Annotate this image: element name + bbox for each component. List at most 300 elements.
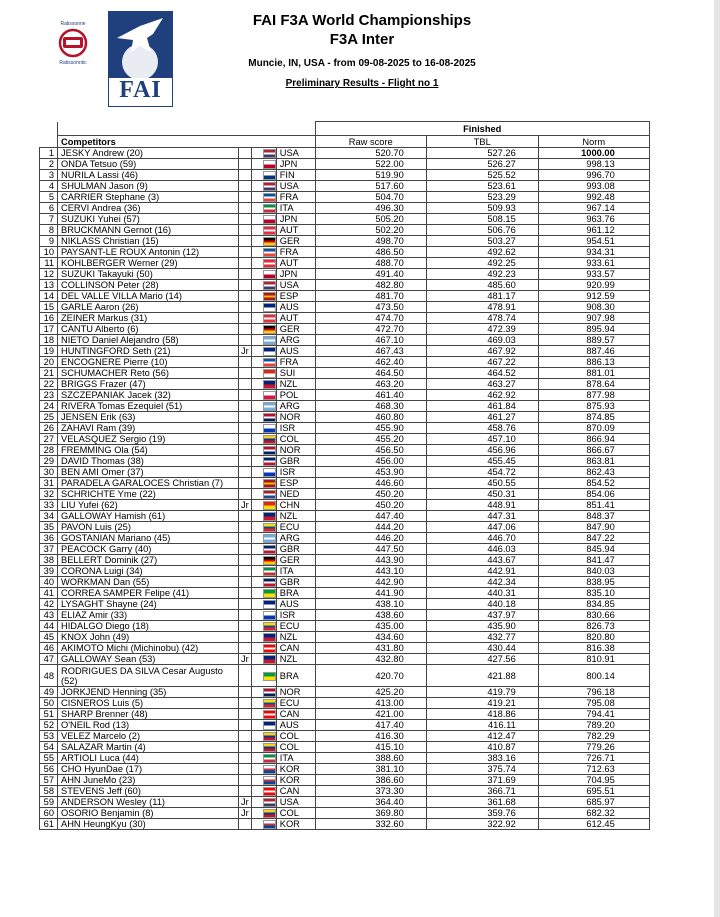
table-row bbox=[40, 533, 650, 544]
raw-score: 442.90 bbox=[315, 577, 426, 588]
table-row bbox=[40, 324, 650, 335]
junior-marker bbox=[239, 247, 252, 258]
raw-score: 504.70 bbox=[315, 192, 426, 203]
country-flag-icon bbox=[251, 764, 276, 775]
norm-score: 866.94 bbox=[538, 434, 649, 445]
table-row bbox=[40, 247, 650, 258]
tbl-score: 412.47 bbox=[426, 731, 538, 742]
junior-marker bbox=[239, 357, 252, 368]
tbl-score: 506.76 bbox=[426, 225, 538, 236]
tbl-score: 527.26 bbox=[426, 148, 538, 159]
country-flag-icon bbox=[251, 500, 276, 511]
competitor-name: NIETO Daniel Alejandro (58) bbox=[58, 335, 239, 346]
competitor-name: STEVENS Jeff (60) bbox=[58, 786, 239, 797]
junior-marker bbox=[239, 577, 252, 588]
norm-score: 840.03 bbox=[538, 566, 649, 577]
flag-icon bbox=[264, 722, 275, 729]
raw-score: 464.50 bbox=[315, 368, 426, 379]
norm-score: 851.41 bbox=[538, 500, 649, 511]
flag-icon bbox=[264, 238, 275, 245]
table-row bbox=[40, 698, 650, 709]
organizer-logo bbox=[50, 18, 96, 68]
flag-icon bbox=[264, 601, 275, 608]
junior-marker bbox=[239, 269, 252, 280]
tbl-score: 478.91 bbox=[426, 302, 538, 313]
raw-score: 438.10 bbox=[315, 599, 426, 610]
norm-score: 895.94 bbox=[538, 324, 649, 335]
raw-score: 467.43 bbox=[315, 346, 426, 357]
rank-cell: 2 bbox=[40, 159, 58, 170]
table-row bbox=[40, 390, 650, 401]
tbl-score: 508.15 bbox=[426, 214, 538, 225]
junior-marker bbox=[239, 467, 252, 478]
country-flag-icon bbox=[251, 434, 276, 445]
tbl-score: 418.86 bbox=[426, 709, 538, 720]
rank-cell: 4 bbox=[40, 181, 58, 192]
country-flag-icon bbox=[251, 632, 276, 643]
junior-marker bbox=[239, 313, 252, 324]
competitor-name: GOSTANIAN Mariano (45) bbox=[58, 533, 239, 544]
flag-icon bbox=[264, 392, 275, 399]
competitor-name: O'NEIL Rod (13) bbox=[58, 720, 239, 731]
flag-icon bbox=[264, 447, 275, 454]
country-flag-icon bbox=[251, 522, 276, 533]
country-code: POL bbox=[276, 390, 315, 401]
country-flag-icon bbox=[251, 412, 276, 423]
rank-cell: 34 bbox=[40, 511, 58, 522]
raw-score: 450.20 bbox=[315, 500, 426, 511]
junior-marker bbox=[239, 522, 252, 533]
table-row bbox=[40, 632, 650, 643]
competitor-name: ANDERSON Wesley (11) bbox=[58, 797, 239, 808]
junior-marker bbox=[239, 159, 252, 170]
competitor-name: AKIMOTO Michi (Michinobu) (42) bbox=[58, 643, 239, 654]
tbl-score: 492.25 bbox=[426, 258, 538, 269]
rank-cell: 48 bbox=[40, 665, 58, 687]
junior-marker bbox=[239, 720, 252, 731]
raw-score: 381.10 bbox=[315, 764, 426, 775]
tbl-score: 462.92 bbox=[426, 390, 538, 401]
raw-score: 446.60 bbox=[315, 478, 426, 489]
junior-marker bbox=[239, 786, 252, 797]
raw-score: 444.20 bbox=[315, 522, 426, 533]
competitor-name: SHULMAN Jason (9) bbox=[58, 181, 239, 192]
rank-cell: 14 bbox=[40, 291, 58, 302]
rank-cell: 52 bbox=[40, 720, 58, 731]
country-flag-icon bbox=[251, 709, 276, 720]
tbl-score: 375.74 bbox=[426, 764, 538, 775]
rank-cell: 24 bbox=[40, 401, 58, 412]
flag-icon bbox=[264, 304, 275, 311]
junior-marker: Jr bbox=[239, 654, 252, 665]
table-row bbox=[40, 687, 650, 698]
raw-score: 519.90 bbox=[315, 170, 426, 181]
raw-score: 472.70 bbox=[315, 324, 426, 335]
country-code: ISR bbox=[276, 423, 315, 434]
table-row bbox=[40, 544, 650, 555]
norm-score: 848.37 bbox=[538, 511, 649, 522]
country-flag-icon bbox=[251, 192, 276, 203]
rank-cell: 8 bbox=[40, 225, 58, 236]
competitor-name: VELASQUEZ Sergio (19) bbox=[58, 434, 239, 445]
tbl-score: 442.34 bbox=[426, 577, 538, 588]
table-row bbox=[40, 269, 650, 280]
competitor-name: SHARP Brenner (48) bbox=[58, 709, 239, 720]
table-row bbox=[40, 214, 650, 225]
rank-cell: 7 bbox=[40, 214, 58, 225]
tbl-score: 450.31 bbox=[426, 489, 538, 500]
country-code: ITA bbox=[276, 203, 315, 214]
country-code: NOR bbox=[276, 445, 315, 456]
tbl-score: 467.92 bbox=[426, 346, 538, 357]
flag-icon bbox=[264, 766, 275, 773]
table-row bbox=[40, 434, 650, 445]
junior-marker bbox=[239, 148, 252, 159]
tbl-score: 442.91 bbox=[426, 566, 538, 577]
tbl-score: 410.87 bbox=[426, 742, 538, 753]
stage-title: Preliminary Results - Flight no 1 bbox=[285, 78, 439, 89]
junior-marker: Jr bbox=[239, 797, 252, 808]
competitor-name: CERVI Andrea (36) bbox=[58, 203, 239, 214]
country-flag-icon bbox=[251, 720, 276, 731]
rank-cell: 47 bbox=[40, 654, 58, 665]
country-flag-icon bbox=[251, 478, 276, 489]
table-row bbox=[40, 764, 650, 775]
table-row bbox=[40, 709, 650, 720]
country-code: GER bbox=[276, 555, 315, 566]
results-table bbox=[39, 121, 650, 830]
country-flag-icon bbox=[251, 324, 276, 335]
flag-icon bbox=[264, 282, 275, 289]
junior-marker bbox=[239, 731, 252, 742]
country-code: ESP bbox=[276, 478, 315, 489]
flag-icon bbox=[264, 271, 275, 278]
country-code: NOR bbox=[276, 687, 315, 698]
raw-score: 517.60 bbox=[315, 181, 426, 192]
norm-score: 933.61 bbox=[538, 258, 649, 269]
norm-score: 826.73 bbox=[538, 621, 649, 632]
country-code: FRA bbox=[276, 357, 315, 368]
norm-score: 907.98 bbox=[538, 313, 649, 324]
tbl-score: 458.76 bbox=[426, 423, 538, 434]
table-row bbox=[40, 720, 650, 731]
norm-score: 834.85 bbox=[538, 599, 649, 610]
rank-cell: 11 bbox=[40, 258, 58, 269]
country-flag-icon bbox=[251, 280, 276, 291]
flag-icon bbox=[264, 458, 275, 465]
norm-score: 920.99 bbox=[538, 280, 649, 291]
junior-marker bbox=[239, 203, 252, 214]
competitor-name: ONDA Tetsuo (59) bbox=[58, 159, 239, 170]
rank-cell: 18 bbox=[40, 335, 58, 346]
flag-icon bbox=[264, 161, 275, 168]
table-row bbox=[40, 753, 650, 764]
country-flag-icon bbox=[251, 335, 276, 346]
rank-cell: 20 bbox=[40, 357, 58, 368]
country-flag-icon bbox=[251, 489, 276, 500]
raw-score: 502.20 bbox=[315, 225, 426, 236]
country-code: GBR bbox=[276, 456, 315, 467]
tbl-score: 371.69 bbox=[426, 775, 538, 786]
country-code: SUI bbox=[276, 368, 315, 379]
junior-marker bbox=[239, 698, 252, 709]
raw-score: 520.70 bbox=[315, 148, 426, 159]
norm-score: 612.45 bbox=[538, 819, 649, 830]
country-code: AUS bbox=[276, 720, 315, 731]
flag-icon bbox=[264, 359, 275, 366]
norm-score: 866.67 bbox=[538, 445, 649, 456]
country-code: GER bbox=[276, 236, 315, 247]
rank-cell: 40 bbox=[40, 577, 58, 588]
flag-icon bbox=[264, 810, 275, 817]
flag-icon bbox=[264, 546, 275, 553]
country-code: COL bbox=[276, 434, 315, 445]
country-code: COL bbox=[276, 731, 315, 742]
country-flag-icon bbox=[251, 170, 276, 181]
table-row bbox=[40, 236, 650, 247]
rank-cell: 42 bbox=[40, 599, 58, 610]
country-flag-icon bbox=[251, 456, 276, 467]
norm-score: 963.76 bbox=[538, 214, 649, 225]
junior-marker bbox=[239, 511, 252, 522]
competitor-name: OSORIO Benjamin (8) bbox=[58, 808, 239, 819]
country-flag-icon bbox=[251, 467, 276, 478]
junior-marker bbox=[239, 390, 252, 401]
junior-marker bbox=[239, 236, 252, 247]
tbl-score: 419.21 bbox=[426, 698, 538, 709]
competitor-name: VELEZ Marcelo (2) bbox=[58, 731, 239, 742]
country-flag-icon bbox=[251, 203, 276, 214]
country-code: ISR bbox=[276, 610, 315, 621]
junior-marker bbox=[239, 489, 252, 500]
page-title: FAI F3A World Championships bbox=[252, 12, 472, 29]
country-code: ECU bbox=[276, 698, 315, 709]
competitor-name: JORKJEND Henning (35) bbox=[58, 687, 239, 698]
table-row bbox=[40, 566, 650, 577]
country-code: ARG bbox=[276, 533, 315, 544]
country-code: ECU bbox=[276, 621, 315, 632]
country-flag-icon bbox=[251, 368, 276, 379]
junior-marker: Jr bbox=[239, 808, 252, 819]
country-flag-icon bbox=[251, 236, 276, 247]
rank-cell: 49 bbox=[40, 687, 58, 698]
raw-score: 467.10 bbox=[315, 335, 426, 346]
competitor-name: GALLOWAY Sean (53) bbox=[58, 654, 239, 665]
country-flag-icon bbox=[251, 599, 276, 610]
flag-icon bbox=[264, 744, 275, 751]
competitor-name: HUNTINGFORD Seth (21) bbox=[58, 346, 239, 357]
rank-cell: 37 bbox=[40, 544, 58, 555]
flag-icon bbox=[264, 337, 275, 344]
norm-score: 998.13 bbox=[538, 159, 649, 170]
country-flag-icon bbox=[251, 621, 276, 632]
flag-icon bbox=[264, 469, 275, 476]
flag-icon bbox=[264, 227, 275, 234]
table-row bbox=[40, 148, 650, 159]
country-flag-icon bbox=[251, 643, 276, 654]
junior-marker bbox=[239, 192, 252, 203]
junior-marker bbox=[239, 280, 252, 291]
junior-marker bbox=[239, 412, 252, 423]
tbl-score: 430.44 bbox=[426, 643, 538, 654]
flag-icon bbox=[264, 348, 275, 355]
country-code: NZL bbox=[276, 632, 315, 643]
country-code: AUS bbox=[276, 302, 315, 313]
eagle-globe-icon bbox=[109, 12, 172, 78]
rank-cell: 56 bbox=[40, 764, 58, 775]
competitor-name: PEACOCK Garry (40) bbox=[58, 544, 239, 555]
country-code: ITA bbox=[276, 566, 315, 577]
country-code: NZL bbox=[276, 654, 315, 665]
competitor-name: SUZUKI Takayuki (50) bbox=[58, 269, 239, 280]
raw-score: 481.70 bbox=[315, 291, 426, 302]
competitor-name: SCHRICHTE Yme (22) bbox=[58, 489, 239, 500]
table-row bbox=[40, 731, 650, 742]
raw-score: 417.40 bbox=[315, 720, 426, 731]
rank-cell: 38 bbox=[40, 555, 58, 566]
junior-marker bbox=[239, 434, 252, 445]
junior-marker bbox=[239, 379, 252, 390]
header-norm: Norm bbox=[538, 136, 649, 148]
table-row bbox=[40, 291, 650, 302]
country-code: COL bbox=[276, 808, 315, 819]
rank-cell: 10 bbox=[40, 247, 58, 258]
country-flag-icon bbox=[251, 610, 276, 621]
norm-score: 992.48 bbox=[538, 192, 649, 203]
country-code: ITA bbox=[276, 753, 315, 764]
flag-icon bbox=[264, 700, 275, 707]
norm-score: 712.63 bbox=[538, 764, 649, 775]
tbl-score: 432.77 bbox=[426, 632, 538, 643]
rank-cell: 41 bbox=[40, 588, 58, 599]
competitor-name: ZEINER Markus (31) bbox=[58, 313, 239, 324]
junior-marker bbox=[239, 456, 252, 467]
rank-cell: 3 bbox=[40, 170, 58, 181]
competitor-name: NURILA Lassi (46) bbox=[58, 170, 239, 181]
junior-marker bbox=[239, 401, 252, 412]
event-location: Muncie, IN, USA - from 09-08-2025 to 16-08-2025 bbox=[248, 58, 476, 69]
rank-cell: 31 bbox=[40, 478, 58, 489]
norm-score: 889.57 bbox=[538, 335, 649, 346]
tbl-score: 478.74 bbox=[426, 313, 538, 324]
country-code: CAN bbox=[276, 786, 315, 797]
country-code: ARG bbox=[276, 335, 315, 346]
rank-cell: 55 bbox=[40, 753, 58, 764]
raw-score: 463.20 bbox=[315, 379, 426, 390]
rank-cell: 32 bbox=[40, 489, 58, 500]
norm-score: 993.08 bbox=[538, 181, 649, 192]
country-flag-icon bbox=[251, 346, 276, 357]
country-flag-icon bbox=[251, 533, 276, 544]
junior-marker bbox=[239, 610, 252, 621]
tbl-score: 440.18 bbox=[426, 599, 538, 610]
flag-icon bbox=[264, 381, 275, 388]
raw-score: 388.60 bbox=[315, 753, 426, 764]
rank-cell: 50 bbox=[40, 698, 58, 709]
norm-score: 794.41 bbox=[538, 709, 649, 720]
rank-cell: 43 bbox=[40, 610, 58, 621]
table-row bbox=[40, 368, 650, 379]
raw-score: 432.80 bbox=[315, 654, 426, 665]
table-row bbox=[40, 192, 650, 203]
header-tbl: TBL bbox=[426, 136, 538, 148]
competitor-name: HIDALGO Diego (18) bbox=[58, 621, 239, 632]
header-competitors: Competitors bbox=[58, 136, 316, 148]
tbl-score: 523.29 bbox=[426, 192, 538, 203]
norm-score: 830.66 bbox=[538, 610, 649, 621]
country-flag-icon bbox=[251, 588, 276, 599]
fai-logo bbox=[108, 11, 173, 107]
competitor-name: LYSAGHT Shayne (24) bbox=[58, 599, 239, 610]
competitor-name: KOHLBERGER Werner (29) bbox=[58, 258, 239, 269]
flag-icon bbox=[264, 370, 275, 377]
raw-score: 462.40 bbox=[315, 357, 426, 368]
flag-icon bbox=[264, 535, 275, 542]
country-flag-icon bbox=[251, 742, 276, 753]
table-row bbox=[40, 478, 650, 489]
header-finished: Finished bbox=[315, 122, 649, 136]
tbl-score: 525.52 bbox=[426, 170, 538, 181]
competitor-name: RODRIGUES DA SILVA Cesar Augusto (52) bbox=[58, 665, 239, 687]
table-row bbox=[40, 665, 650, 687]
norm-score: 816.38 bbox=[538, 643, 649, 654]
competitor-name: CORONA Luigi (34) bbox=[58, 566, 239, 577]
flag-icon bbox=[264, 634, 275, 641]
junior-marker bbox=[239, 555, 252, 566]
flag-icon bbox=[264, 480, 275, 487]
junior-marker bbox=[239, 324, 252, 335]
country-flag-icon bbox=[251, 269, 276, 280]
country-flag-icon bbox=[251, 566, 276, 577]
norm-score: 820.80 bbox=[538, 632, 649, 643]
rank-cell: 59 bbox=[40, 797, 58, 808]
rank-cell: 13 bbox=[40, 280, 58, 291]
country-flag-icon bbox=[251, 225, 276, 236]
raw-score: 455.20 bbox=[315, 434, 426, 445]
raw-score: 413.00 bbox=[315, 698, 426, 709]
competitor-name: BEN AMI Omer (37) bbox=[58, 467, 239, 478]
tbl-score: 469.03 bbox=[426, 335, 538, 346]
junior-marker bbox=[239, 291, 252, 302]
rank-cell: 22 bbox=[40, 379, 58, 390]
competitor-name: SUZUKI Yuhei (57) bbox=[58, 214, 239, 225]
country-code: GBR bbox=[276, 577, 315, 588]
norm-score: 854.06 bbox=[538, 489, 649, 500]
country-code: NZL bbox=[276, 511, 315, 522]
table-row bbox=[40, 555, 650, 566]
norm-score: 845.94 bbox=[538, 544, 649, 555]
country-flag-icon bbox=[251, 214, 276, 225]
country-code: ECU bbox=[276, 522, 315, 533]
rank-cell: 5 bbox=[40, 192, 58, 203]
junior-marker bbox=[239, 632, 252, 643]
country-flag-icon bbox=[251, 665, 276, 687]
country-flag-icon bbox=[251, 808, 276, 819]
table-row bbox=[40, 808, 650, 819]
country-code: CAN bbox=[276, 709, 315, 720]
flag-icon bbox=[264, 568, 275, 575]
norm-score: 887.46 bbox=[538, 346, 649, 357]
country-flag-icon bbox=[251, 401, 276, 412]
norm-score: 695.51 bbox=[538, 786, 649, 797]
competitor-name: ZAHAVI Ram (39) bbox=[58, 423, 239, 434]
raw-score: 425.20 bbox=[315, 687, 426, 698]
country-code: ISR bbox=[276, 467, 315, 478]
flag-icon bbox=[264, 326, 275, 333]
country-code: NED bbox=[276, 489, 315, 500]
country-flag-icon bbox=[251, 775, 276, 786]
country-flag-icon bbox=[251, 511, 276, 522]
